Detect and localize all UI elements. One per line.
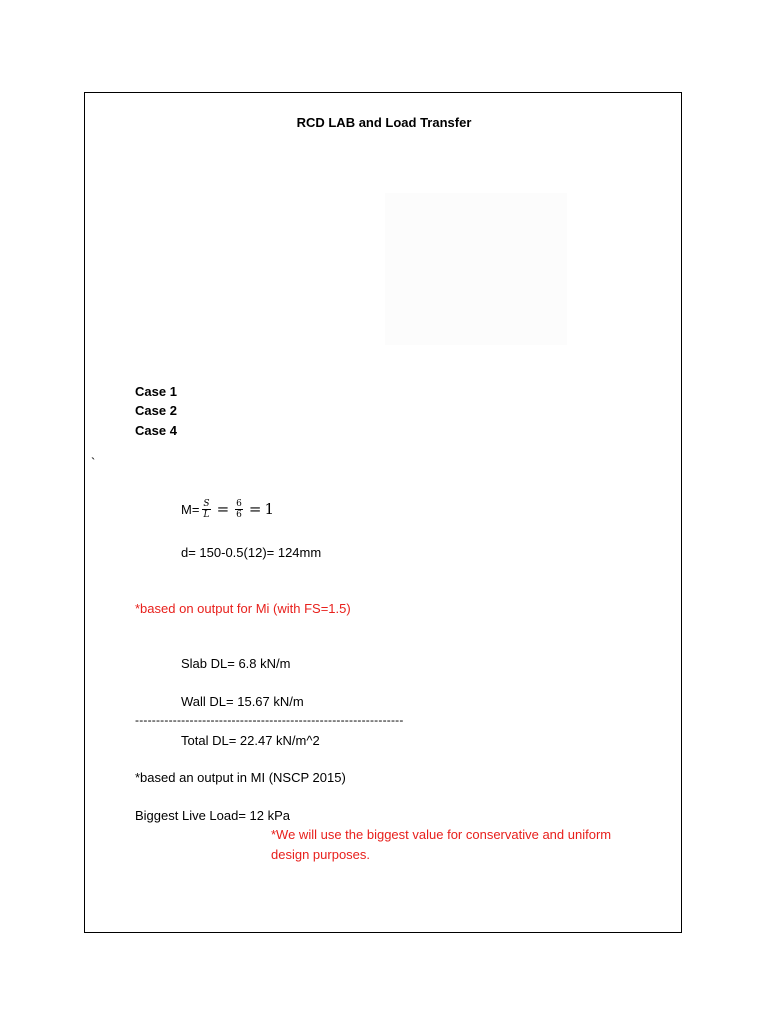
separator-line: ---------------------------------------------------------------- <box>135 713 404 727</box>
formula-equals-2: = <box>248 500 262 518</box>
case-2-label: Case 2 <box>135 403 177 418</box>
fraction-s-over-l <box>202 499 210 520</box>
moment-ratio-formula <box>181 495 274 523</box>
stray-backtick: ` <box>91 455 96 470</box>
wall-dead-load: Wall DL= 15.67 kN/m <box>181 694 304 709</box>
note-mi-output: *based on output for Mi (with FS=1.5) <box>135 601 351 616</box>
biggest-live-load: Biggest Live Load= 12 kPa <box>135 808 291 823</box>
note-conservative-line-1: *We will use the biggest value for conservative and uniform <box>271 827 612 842</box>
case-1-label: Case 1 <box>135 384 177 399</box>
document-title: RCD LAB and Load Transfer <box>296 115 472 130</box>
formula-equals-1: = <box>216 500 230 518</box>
slab-dead-load: Slab DL= 6.8 kN/m <box>181 656 291 671</box>
formula-result: 1 <box>264 500 275 518</box>
note-conservative-line-2: design purposes. <box>271 847 371 862</box>
fraction-s-numerator: S <box>203 498 210 509</box>
total-dead-load: Total DL= 22.47 kN/m^2 <box>181 733 320 748</box>
formula-lhs: M= <box>181 501 200 517</box>
effective-depth-line: d= 150-0.5(12)= 124mm <box>181 545 322 560</box>
note-nscp-output: *based an output in MI (NSCP 2015) <box>135 770 346 785</box>
fraction-6-over-6 <box>235 499 243 520</box>
fraction-6-denominator: 6 <box>236 509 242 520</box>
document-page <box>84 92 682 933</box>
faint-image-placeholder <box>385 193 567 345</box>
case-4-label: Case 4 <box>135 423 177 438</box>
fraction-l-denominator: L <box>203 509 210 520</box>
fraction-6-numerator: 6 <box>236 498 242 509</box>
